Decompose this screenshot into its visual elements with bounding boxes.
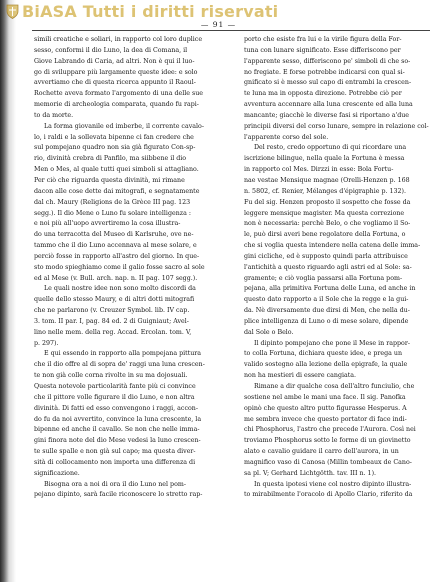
text-line: to da morte. bbox=[34, 111, 74, 119]
text-line: La forma giovanile ed imberbe, il corrente cavalo- bbox=[44, 122, 204, 130]
text-line: nae vestae Mensique magnae (Orelli-Henzen p. 168 bbox=[244, 176, 410, 184]
left-column bbox=[34, 35, 222, 501]
text-line: che il pittore volle figurare il dio Luno, e non altra bbox=[34, 393, 195, 401]
text-line: do una terracotta del Museo di Karlsruhe, ove ne- bbox=[34, 231, 194, 239]
text-line: gini cicliche, ed è supposto quindi parla attribuisce bbox=[244, 252, 408, 260]
text-line: valido sostegno alla lezione della epigrafe, la quale bbox=[244, 361, 408, 369]
text-line: Il dipinto pompejano che pone il Mese in rappor- bbox=[254, 339, 410, 347]
text-line: gini finora note del dio Mese vedesi la luno crescen- bbox=[34, 437, 201, 445]
text-line: Fu del sig. Henzen proposto il sospetto che fosse da bbox=[244, 198, 411, 206]
text-line: dal Sole o Belo. bbox=[244, 328, 294, 336]
text-line: questo dato rapporto a il Sole che la regge e la gui- bbox=[244, 296, 409, 304]
text-line: non è necessaria: perchè Belo, o che vogliamo il So- bbox=[244, 220, 411, 228]
text-line: simili creatiche e soliari, in rapporto col loro duplice bbox=[34, 36, 203, 43]
text-line: In questa ipotesi viene col nostro dipinto illustra- bbox=[254, 480, 412, 488]
text-line: avvertiamo che di questa ricerca appunto il Raoul- bbox=[34, 79, 196, 87]
text-line: te sulle spalle e non già sul capo; ma questa diver- bbox=[34, 448, 196, 456]
text-line: mancante; giacchè le diverse fasi si riportano a'due bbox=[244, 111, 410, 119]
text-line: n. 5802, cf. Renier, Mélanges d'épigraphie p. 132). bbox=[244, 187, 406, 195]
text-line: sostiene nel ambe le mani una face. Il sig. Panofka bbox=[244, 393, 406, 401]
text-line: alato e cavalio guidare il carro dell'aurora, in un bbox=[244, 448, 399, 456]
text-line: non ha mestieri di essere cangiata. bbox=[244, 372, 357, 380]
text-line: tuna con lunare significato. Esse differiscono per bbox=[244, 46, 401, 54]
text-line: e noi più all'uopo avvertiremo la cosa illustra- bbox=[34, 220, 181, 228]
text-line: che ne parlarono (v. Creuzer Symbol. lib. IV cap. bbox=[34, 307, 190, 315]
text-line: le, può dirsi averi bene regolatore della Fortuna, o bbox=[244, 231, 406, 239]
text-line: da. Nè diversamente due dirsi di Men, che nella du- bbox=[244, 307, 410, 315]
text-line: sto modo spieghiamo come il galio fosse sacro al sole bbox=[34, 263, 205, 271]
text-line: iscrizione bilingue, nella quale la Fortuna è messa bbox=[244, 155, 405, 163]
text-line: sa pl. V; Gerhard Lichtgötth. tav. III n. 1). bbox=[244, 469, 377, 477]
text-line: l'antichità a questo riguardo agli astri ed al Sole: sa- bbox=[244, 263, 412, 271]
text-line: te luna ma in opposta direzione. Potrebbe ciò per bbox=[244, 90, 402, 98]
text-line: pejano dipinto, sarà facile riconoscere lo stretto rap- bbox=[34, 491, 203, 499]
text-line: magnifico vaso di Canosa (Millin tombeaux de Cano- bbox=[244, 458, 412, 466]
text-line: me sembra invece che questo portator di face indi- bbox=[244, 415, 407, 423]
header-rule bbox=[32, 30, 430, 31]
text-line: Questa notevole particolarità fante più ci convince bbox=[34, 383, 196, 390]
text-line: sul pompejano quadro non sia già figurato Con-sp- bbox=[34, 144, 196, 152]
text-line: porto che esiste fra lui e la virile figura della For- bbox=[244, 36, 402, 43]
text-line: gramente; e ciò voglia passarsi alla Fortuna pom- bbox=[244, 274, 403, 282]
text-line: te non già colle corna rivolte in su ma dojosuali. bbox=[34, 372, 188, 380]
text-line: che il dio offre al di sopra de' raggi una luna crescen- bbox=[34, 361, 205, 369]
text-line: to mirabilmente l'oracolo di Apollo Clario, riferito da bbox=[244, 491, 413, 499]
text-line: significazione. bbox=[34, 469, 80, 477]
text-line: to colla Fortuna, dichiara queste idee, e prega un bbox=[244, 350, 403, 358]
text-line: principii diversi del corso lunare, sempre in relazione col- bbox=[244, 122, 429, 130]
text-line: go di sviluppare più largamente queste idee: e solo bbox=[34, 68, 198, 76]
right-column bbox=[244, 35, 432, 501]
text-line: pejana, alla primitiva Fortuna delle Luna, ed anche in bbox=[244, 285, 416, 293]
text-line: ed al Mese (v. Bull. arch. nap. n. II pag. 107 segg.). bbox=[34, 274, 198, 282]
text-line: sesso, conformi il dio Luno, la dea di Comana, il bbox=[34, 46, 188, 54]
text-line: bipenne ed anche il cavallo. Se non che nelle imma- bbox=[34, 426, 200, 434]
text-line: Rochette aveva formato l'argomento di una delle sue bbox=[34, 90, 204, 98]
shield-icon bbox=[6, 4, 19, 19]
text-line: Le quali nostre idee non sono molto discordi da bbox=[44, 285, 196, 293]
text-line: segg.). Il dio Mene o Luno fu solare intelligenza : bbox=[34, 209, 191, 217]
text-line: p. 297). bbox=[34, 339, 59, 347]
text-line: E qui essendo in rapporto alla pompejana pittura bbox=[44, 350, 202, 358]
text-line: gnificato si è messo sul capo di entrambi la crescen- bbox=[244, 79, 412, 87]
text-line: Bisogna ora a noi di ora il dio Luno nel pom- bbox=[44, 480, 186, 488]
text-line: Per ciò che riguarda questa divinità, mi rimane bbox=[34, 176, 185, 184]
text-line: do fu da noi avvertito, convince la luna crescente, la bbox=[34, 415, 202, 423]
text-line: sità di collocamento non importa una differenza di bbox=[34, 458, 196, 466]
text-line: Men o Mes, al quale tutti quei simboli si attagliano. bbox=[34, 166, 199, 174]
text-line: Del resto, credo opportuno di qui ricordare una bbox=[254, 144, 407, 152]
text-line: lino nelle mem. della reg. Accad. Ercolan. tom. V, bbox=[34, 328, 192, 336]
text-line: chi Phosphorus, l'astro che precede l'Aurora. Così nei bbox=[244, 426, 416, 434]
text-line: tammo che il dio Luno accennava al mese solare, e bbox=[34, 242, 197, 250]
text-line: avventura accennare alla luna crescente ed alla luna bbox=[244, 101, 413, 109]
text-line: in rapporto col Mes. Dirzzi in esse: Bola Fortu- bbox=[244, 166, 394, 174]
text-line: leggere mensique magister. Ma questa correzione bbox=[244, 209, 405, 217]
text-line: l'apparente corso del sole. bbox=[244, 133, 329, 141]
text-line: Rimane a dir qualche cosa dell'altro funciulio, che bbox=[254, 383, 415, 390]
watermark-text: BiASA Tutti i diritti riservati bbox=[22, 2, 279, 21]
text-line: opinò che questo altro putto figurasse Hesperus. A bbox=[244, 404, 407, 412]
text-line: troviamo Phosphorus sotto le forme di un giovinetto bbox=[244, 437, 411, 445]
text-line: rio, divinità crebra di Panfilo, ma siibbene il dio bbox=[34, 155, 187, 163]
text-line: Giove Labrando di Caria, ad altri. Non è qui il luo- bbox=[34, 57, 195, 65]
text-line: dal ch. Maury (Religions de la Grèce III pag. 123 bbox=[34, 198, 191, 206]
text-line: dacon alle cose dette dai mitografi, e segnatamente bbox=[34, 187, 200, 195]
text-line: quelle dello stesso Maury, e di altri dotti mitografi bbox=[34, 296, 195, 304]
text-line: plice intelligenza di Luno o di mese solare, dipende bbox=[244, 317, 409, 325]
text-line: lo, i raldi e la sollevata bipenne ci fan credere che bbox=[34, 133, 194, 141]
text-line: l'apparente sesso, differiscono pe' simboli di che so- bbox=[244, 57, 411, 65]
text-line: no fregiate. E forse potrebbe indicarsi con qual si- bbox=[244, 68, 405, 76]
text-line: che si voglia questa intendere nella catena delle imma- bbox=[244, 242, 421, 250]
text-line: memorie di archeologia comparata, quando fu rapi- bbox=[34, 101, 199, 109]
text-line: perciò fosse in rapporto all'astro del giorno. In que- bbox=[34, 252, 200, 260]
text-line: 3. tom. II par. I, pag. 84 ed. 2 di Guigniaut; Avel- bbox=[34, 317, 189, 325]
watermark bbox=[6, 2, 278, 21]
text-line: divinità. Di fatti ed esso convengono i raggi, accon- bbox=[34, 404, 198, 412]
page-number: — 91 — bbox=[200, 20, 237, 29]
